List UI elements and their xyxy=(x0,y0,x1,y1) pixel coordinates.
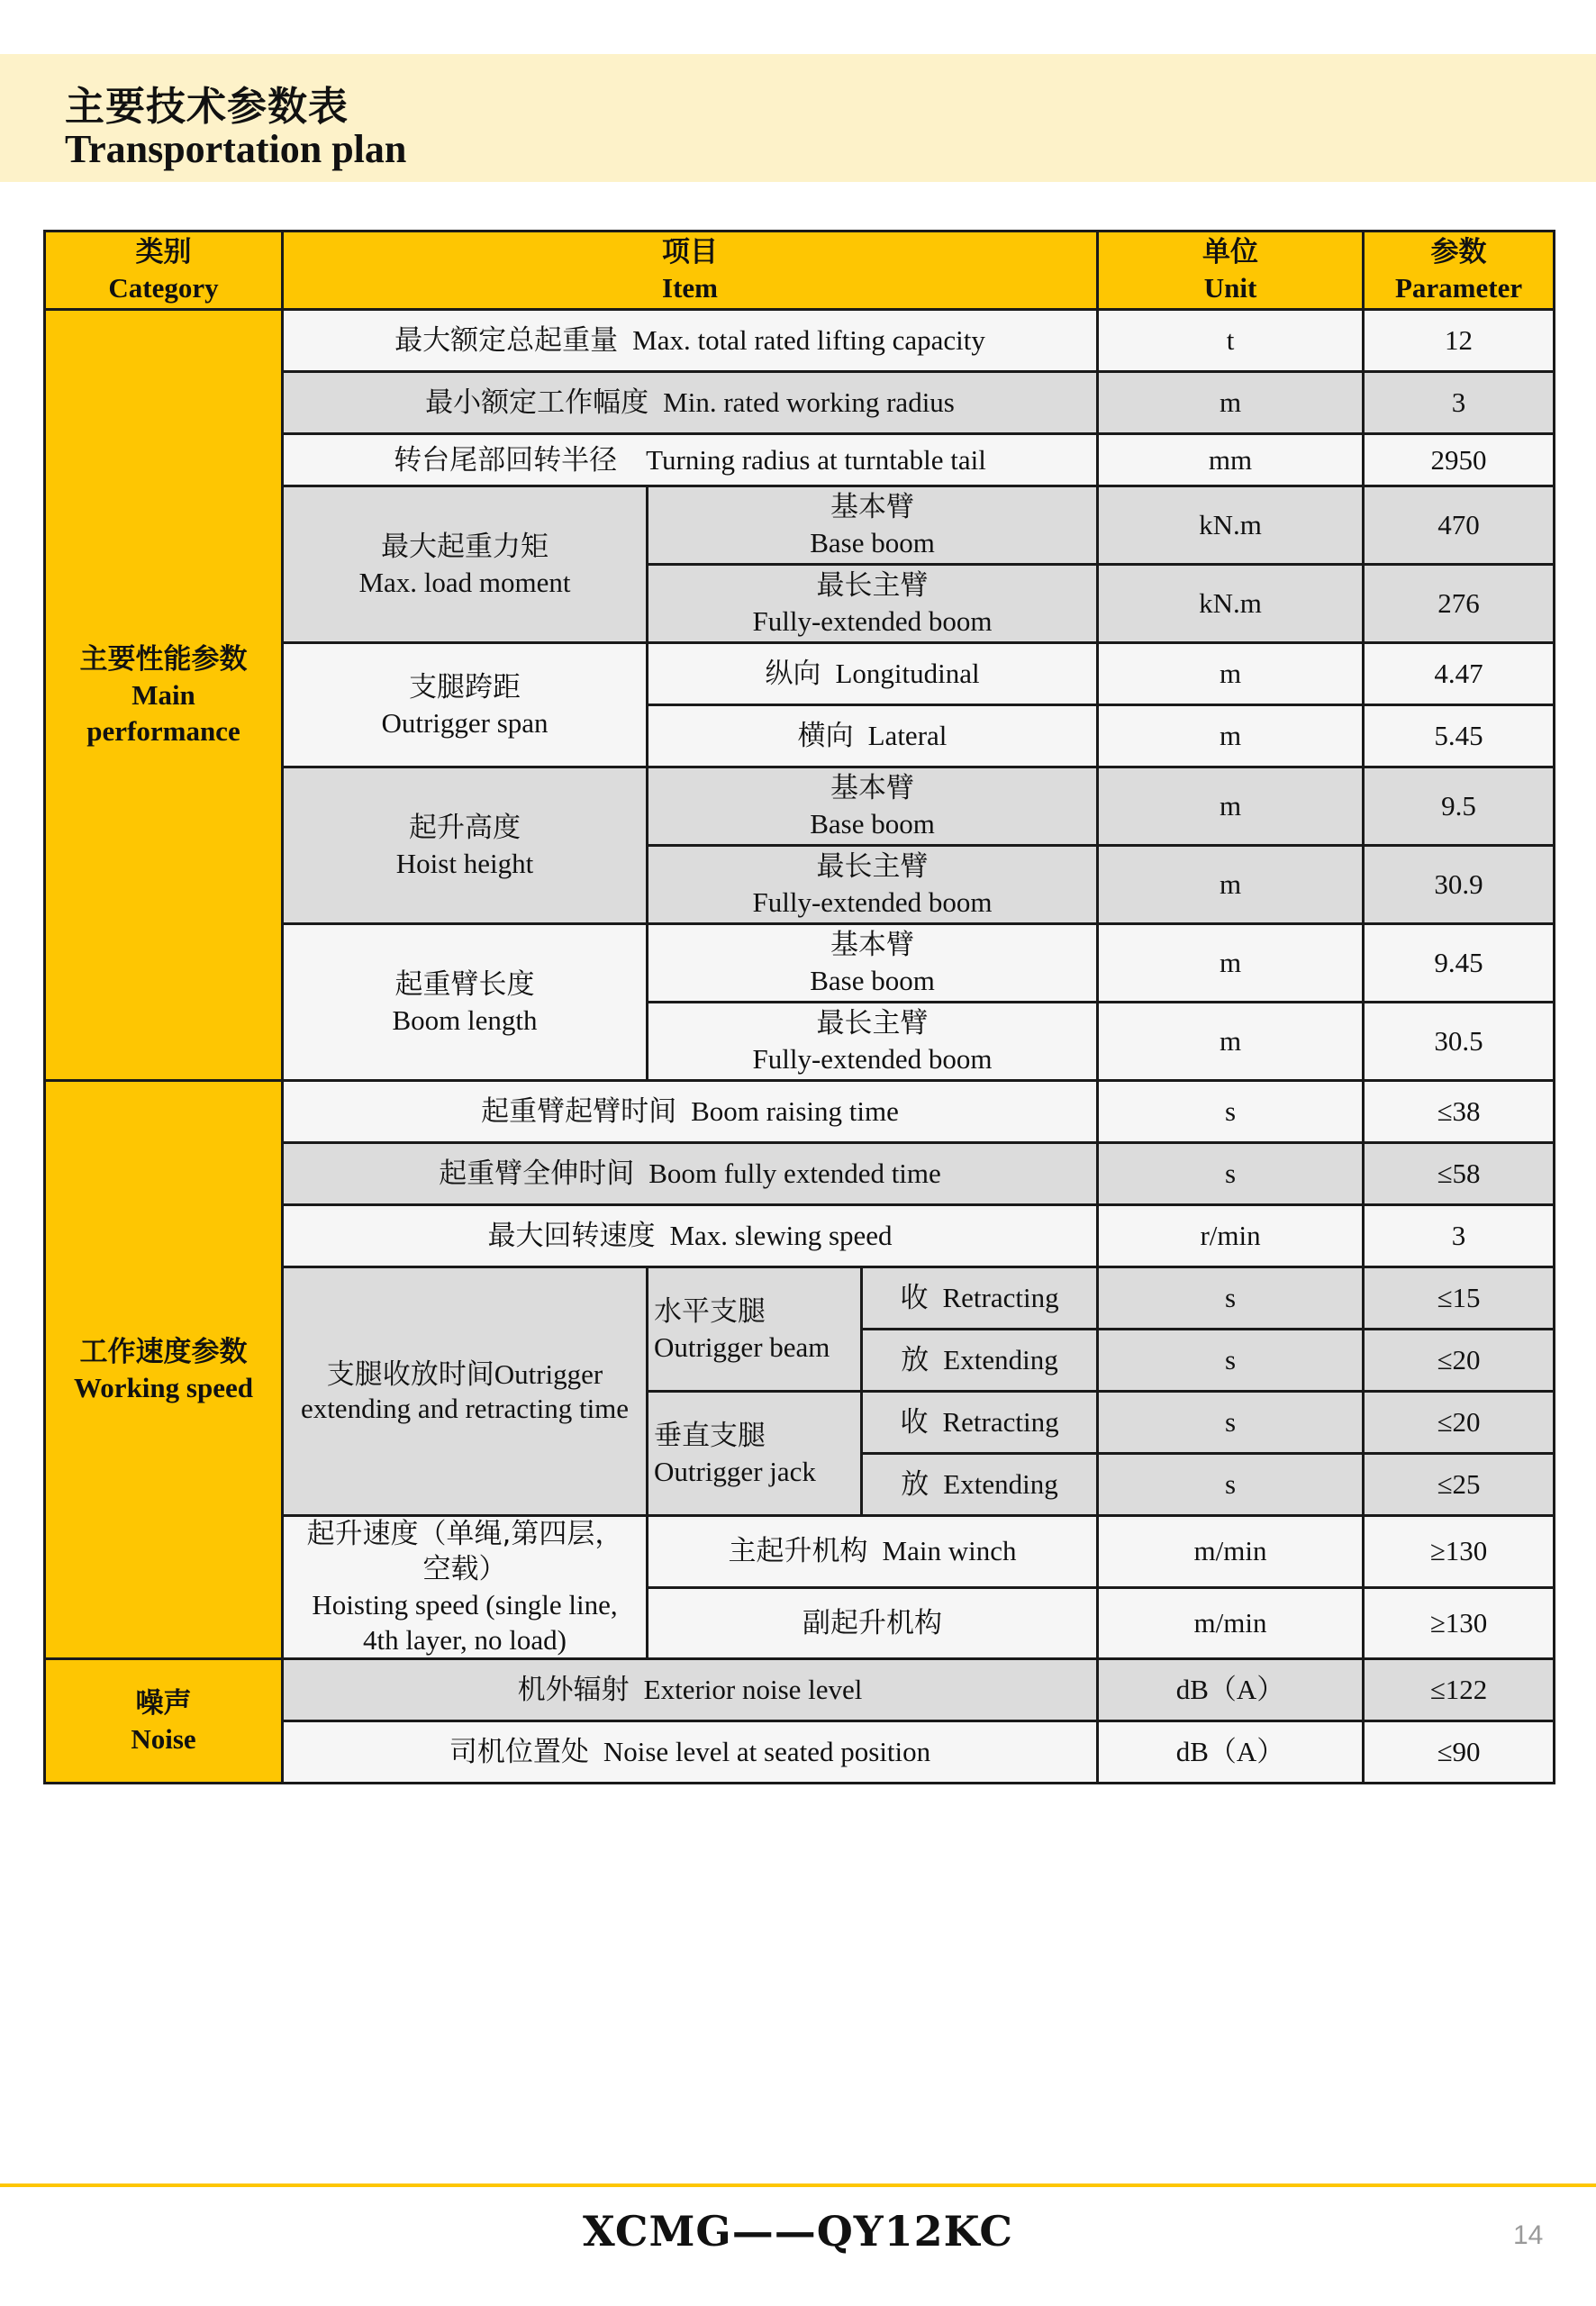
value-cell: ≤38 xyxy=(1364,1081,1555,1143)
unit-cell: s xyxy=(1098,1267,1364,1330)
item-seated-noise: 司机位置处 Noise level at seated position xyxy=(283,1721,1098,1784)
unit-cell: m xyxy=(1098,924,1364,1003)
unit-cell: m/min xyxy=(1098,1587,1364,1659)
item-hoist-height: 起升高度 Hoist height xyxy=(283,767,648,924)
value-cell: ≤58 xyxy=(1364,1143,1555,1205)
page-number: 14 xyxy=(1513,2220,1544,2250)
footer-brand: XCMG——QY12KC xyxy=(583,2207,1013,2256)
spec-table xyxy=(43,230,1555,1784)
unit-cell: m xyxy=(1098,1003,1364,1081)
item-outrigger-time: 支腿收放时间Outrigger extending and retracting time xyxy=(283,1267,648,1516)
unit-cell: mm xyxy=(1098,434,1364,486)
item-boom-length: 起重臂长度 Boom length xyxy=(283,924,648,1081)
sub-outrigger-jack: 垂直支腿 Outrigger jack xyxy=(648,1392,862,1516)
value-cell: 3 xyxy=(1364,372,1555,434)
action-retracting: 收 Retracting xyxy=(862,1392,1098,1454)
unit-cell: dB（A） xyxy=(1098,1721,1364,1784)
value-cell: 4.47 xyxy=(1364,643,1555,705)
sub-fully-extended-boom: 最长主臂 Fully-extended boom xyxy=(648,1003,1098,1081)
value-cell: 30.9 xyxy=(1364,846,1555,924)
value-cell: ≤122 xyxy=(1364,1659,1555,1721)
category-working-speed: 工作速度参数 Working speed xyxy=(45,1081,283,1659)
header-item: 项目 Item xyxy=(283,232,1098,310)
sub-aux-winch: 副起升机构 xyxy=(648,1587,1098,1659)
unit-cell: m xyxy=(1098,372,1364,434)
header-unit: 单位 Unit xyxy=(1098,232,1364,310)
value-cell: 30.5 xyxy=(1364,1003,1555,1081)
sub-outrigger-beam: 水平支腿 Outrigger beam xyxy=(648,1267,862,1392)
table-row xyxy=(45,1081,1555,1143)
item-boom-raising-time: 起重臂起臂时间 Boom raising time xyxy=(283,1081,1098,1143)
unit-cell: kN.m xyxy=(1098,486,1364,565)
unit-cell: s xyxy=(1098,1330,1364,1392)
unit-cell: m/min xyxy=(1098,1516,1364,1588)
value-cell: 5.45 xyxy=(1364,705,1555,767)
sub-longitudinal: 纵向 Longitudinal xyxy=(648,643,1098,705)
value-cell: ≤15 xyxy=(1364,1267,1555,1330)
value-cell: ≤25 xyxy=(1364,1454,1555,1516)
page-title-en: Transportation plan xyxy=(65,127,407,171)
sub-base-boom: 基本臂 Base boom xyxy=(648,767,1098,846)
sub-fully-extended-boom: 最长主臂 Fully-extended boom xyxy=(648,565,1098,643)
item-max-lifting-capacity: 最大额定总起重量 Max. total rated lifting capacity xyxy=(283,310,1098,372)
value-cell: ≥130 xyxy=(1364,1587,1555,1659)
sub-fully-extended-boom: 最长主臂 Fully-extended boom xyxy=(648,846,1098,924)
action-retracting: 收 Retracting xyxy=(862,1267,1098,1330)
footer-divider xyxy=(0,2183,1596,2187)
unit-cell: m xyxy=(1098,767,1364,846)
table-row xyxy=(45,1659,1555,1721)
value-cell: 276 xyxy=(1364,565,1555,643)
item-turning-radius: 转台尾部回转半径 Turning radius at turntable tail xyxy=(283,434,1098,486)
unit-cell: dB（A） xyxy=(1098,1659,1364,1721)
value-cell: ≤90 xyxy=(1364,1721,1555,1784)
title-banner xyxy=(0,54,1596,182)
unit-cell: t xyxy=(1098,310,1364,372)
value-cell: 3 xyxy=(1364,1205,1555,1267)
item-slewing-speed: 最大回转速度 Max. slewing speed xyxy=(283,1205,1098,1267)
value-cell: 2950 xyxy=(1364,434,1555,486)
item-hoisting-speed: 起升速度（单绳,第四层， 空载） Hoisting speed (single line, 4th layer, no load) xyxy=(283,1516,648,1659)
header-parameter: 参数 Parameter xyxy=(1364,232,1555,310)
item-exterior-noise: 机外辐射 Exterior noise level xyxy=(283,1659,1098,1721)
unit-cell: kN.m xyxy=(1098,565,1364,643)
item-boom-extended-time: 起重臂全伸时间 Boom fully extended time xyxy=(283,1143,1098,1205)
unit-cell: s xyxy=(1098,1143,1364,1205)
unit-cell: s xyxy=(1098,1392,1364,1454)
value-cell: ≥130 xyxy=(1364,1516,1555,1588)
unit-cell: m xyxy=(1098,643,1364,705)
action-extending: 放 Extending xyxy=(862,1454,1098,1516)
page-title-zh: 主要技术参数表 xyxy=(65,84,349,130)
value-cell: 12 xyxy=(1364,310,1555,372)
item-min-working-radius: 最小额定工作幅度 Min. rated working radius xyxy=(283,372,1098,434)
item-outrigger-span: 支腿跨距 Outrigger span xyxy=(283,643,648,767)
category-main-performance: 主要性能参数 Main performance xyxy=(45,310,283,1081)
action-extending: 放 Extending xyxy=(862,1330,1098,1392)
unit-cell: m xyxy=(1098,705,1364,767)
category-noise: 噪声 Noise xyxy=(45,1659,283,1784)
item-load-moment: 最大起重力矩 Max. load moment xyxy=(283,486,648,643)
table-row xyxy=(45,310,1555,372)
header-category: 类别 Category xyxy=(45,232,283,310)
value-cell: 9.45 xyxy=(1364,924,1555,1003)
table-header-row xyxy=(45,232,1555,310)
unit-cell: m xyxy=(1098,846,1364,924)
sub-base-boom: 基本臂 Base boom xyxy=(648,924,1098,1003)
value-cell: ≤20 xyxy=(1364,1330,1555,1392)
value-cell: 9.5 xyxy=(1364,767,1555,846)
sub-main-winch: 主起升机构 Main winch xyxy=(648,1516,1098,1588)
value-cell: ≤20 xyxy=(1364,1392,1555,1454)
unit-cell: s xyxy=(1098,1454,1364,1516)
unit-cell: s xyxy=(1098,1081,1364,1143)
value-cell: 470 xyxy=(1364,486,1555,565)
sub-lateral: 横向 Lateral xyxy=(648,705,1098,767)
sub-base-boom: 基本臂 Base boom xyxy=(648,486,1098,565)
unit-cell: r/min xyxy=(1098,1205,1364,1267)
